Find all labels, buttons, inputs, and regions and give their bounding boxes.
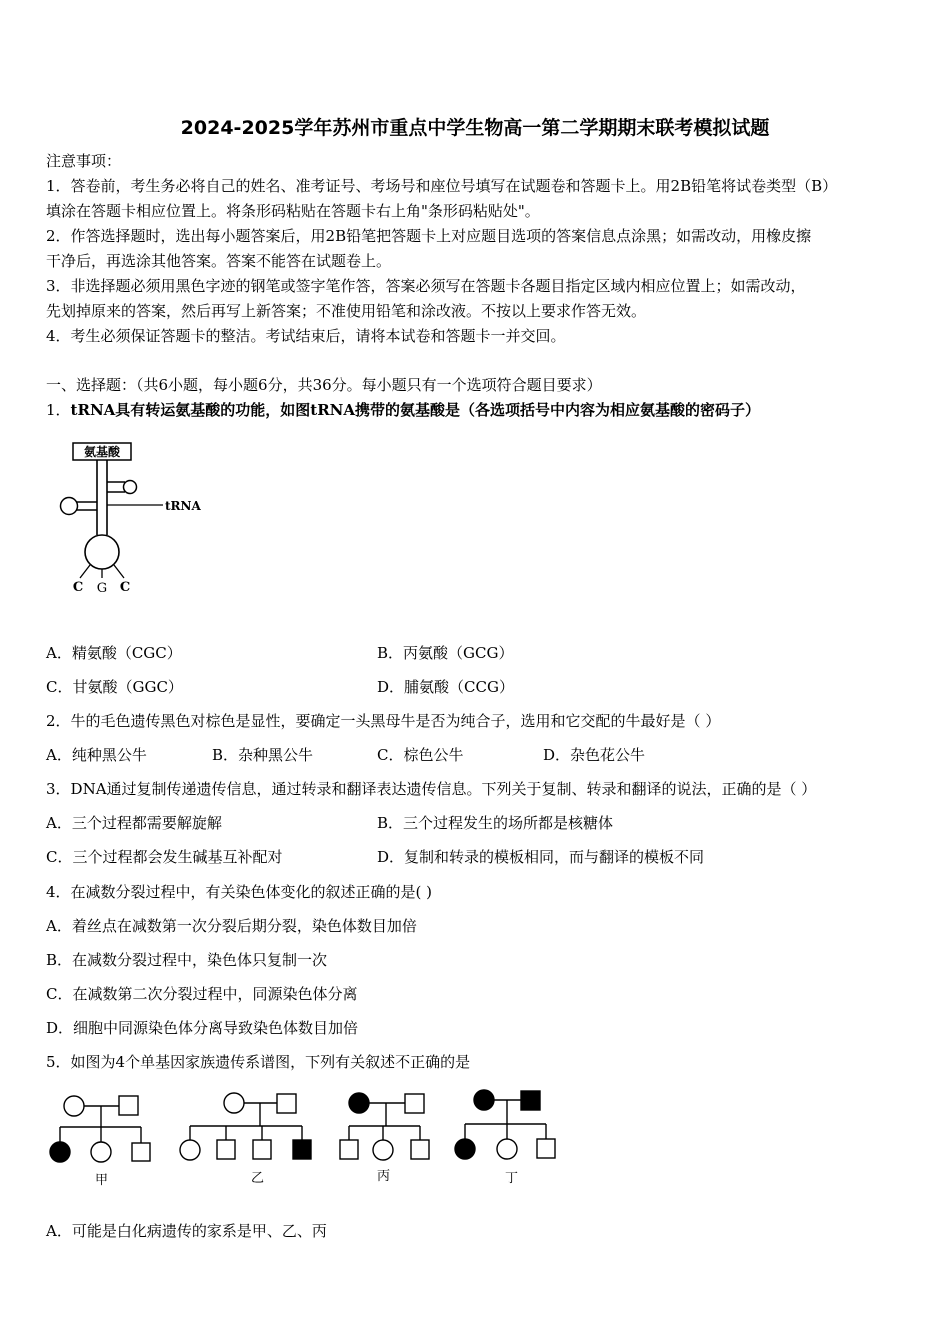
notice-line: 2．作答选择题时，选出每小题答案后，用2B铅笔把答题卡上对应题目选项的答案信息点涂黑；如需改动，用橡皮擦 [46,227,812,245]
question-stem: 如图为4个单基因家族遗传系谱图，下列有关叙述不正确的是 [70,1053,471,1071]
trna-label: tRNA [165,499,201,513]
section-heading: 一、选择题：（共6小题，每小题6分，共36分。每小题只有一个选项符合题目要求） [46,376,602,394]
option-c: C．在减数第二次分裂过程中，同源染色体分离 [46,985,358,1003]
option-d: D．脯氨酸（CCG） [377,678,514,696]
notice-line: 先划掉原来的答案，然后再写上新答案；不准使用铅笔和涂改液。不按以上要求作答无效。 [46,302,647,320]
question-number: 2． [46,712,71,730]
question-stem: 在减数分裂过程中，有关染色体变化的叙述正确的是( ) [70,883,433,901]
question-stem: DNA通过复制传递遗传信息，通过转录和翻译表达遗传信息。下列关于复制、转录和翻译的说法，正确的是（ ） [70,780,817,798]
anticodon-base: C [119,580,131,595]
option-a: A．着丝点在减数第一次分裂后期分裂，染色体数目加倍 [46,917,417,935]
trna-diagram [55,440,225,600]
option-c: C．三个过程都会发生碱基互补配对 [46,848,283,866]
question-4 [46,882,432,902]
option-d: D．细胞中同源染色体分离导致染色体数目加倍 [46,1019,359,1037]
question-number: 5． [46,1053,71,1071]
question-5 [46,1052,470,1072]
question-2 [46,711,720,731]
page-title: 2024-2025学年苏州市重点中学生物高一第二学期期末联考模拟试题 [180,117,770,139]
question-number: 1． [46,401,71,419]
notice-line: 填涂在答题卡相应位置上。将条形码粘贴在答题卡右上角"条形码粘贴处"。 [46,202,540,220]
question-number: 4． [46,883,71,901]
option-b: B．丙氨酸（GCG） [377,644,514,662]
option-a: A．纯种黑公牛 [46,746,147,764]
pedigree-label: 甲 [95,1173,109,1188]
question-1 [46,400,760,420]
pedigree-label: 丙 [377,1169,391,1184]
option-b: B．在减数分裂过程中，染色体只复制一次 [46,951,328,969]
anticodon-base: C [72,580,84,595]
option-a: A．三个过程都需要解旋解 [46,814,222,832]
option-a: A．精氨酸（CGC） [46,644,182,662]
notice-line: 4．考生必须保证答题卡的整洁。考试结束后，请将本试卷和答题卡一并交回。 [46,327,566,345]
notice-line: 3．非选择题必须用黑色字迹的钢笔或签字笔作答，答案必须写在答题卡各题目指定区域内相应位置上；如需改动， [46,277,806,295]
notice-line: 干净后，再选涂其他答案。答案不能答在试题卷上。 [46,252,392,270]
option-c: C．甘氨酸（GGC） [46,678,183,696]
question-3 [46,779,816,799]
notice-line: 1．答卷前，考生务必将自己的姓名、准考证号、考场号和座位号填写在试题卷和答题卡上。用2B铅笔将试卷类型（B） [46,177,838,195]
notice-heading: 注意事项： [46,152,122,170]
pedigree-charts [44,1085,574,1195]
option-c: C．棕色公牛 [377,746,464,764]
pedigree-label: 丁 [505,1171,519,1186]
option-d: D．杂色花公牛 [543,746,646,764]
pedigree-label: 乙 [251,1171,265,1186]
question-number: 3． [46,780,71,798]
option-a: A．可能是白化病遗传的家系是甲、乙、丙 [46,1222,327,1240]
option-d: D．复制和转录的模板相同，而与翻译的模板不同 [377,848,705,866]
amino-acid-label: 氨基酸 [83,445,121,459]
option-b: B．三个过程发生的场所都是核糖体 [377,814,614,832]
question-stem: 牛的毛色遗传黑色对棕色是显性，要确定一头黑母牛是否为纯合子，选用和它交配的牛最好是（ ） [70,712,721,730]
question-stem: tRNA具有转运氨基酸的功能，如图tRNA携带的氨基酸是（各选项括号中内容为相应氨基酸的密码子） [70,401,761,419]
option-b: B．杂种黑公牛 [212,746,314,764]
anticodon-base: G [96,581,108,596]
